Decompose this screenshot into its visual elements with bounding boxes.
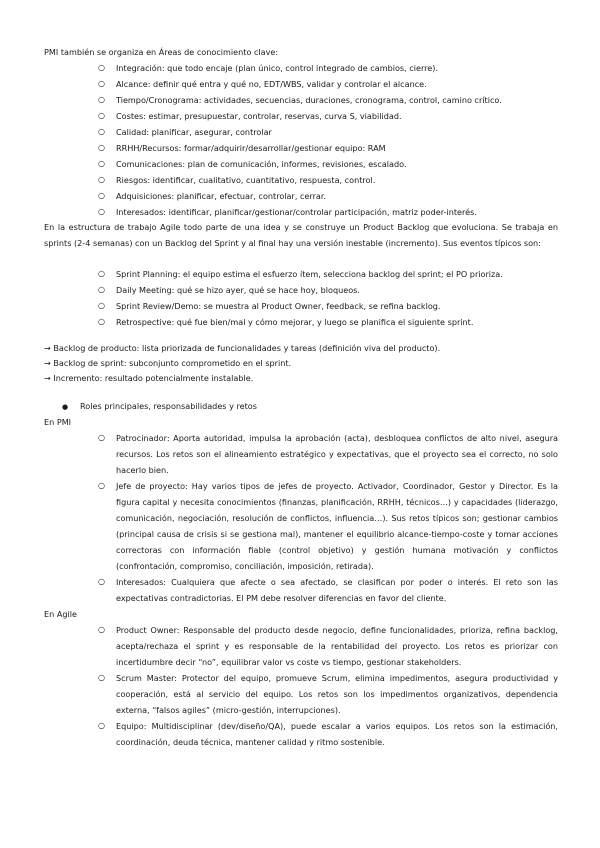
circle-bullet-icon: ○ <box>98 207 105 216</box>
circle-bullet-icon: ○ <box>98 159 105 168</box>
agile-roles-list <box>98 622 558 750</box>
pmi-heading: En PMI <box>44 417 72 427</box>
list-item: ○ RRHH/Recursos: formar/adquirir/desarrollar/gestionar equipo: RAM <box>98 140 558 156</box>
agile-paragraph: En la estructura de trabajo Agile todo parte de una idea y se construye un Product Backlog que evoluciona. Se trabaja en sprints (2-4 semanas) con un Backlog del Sprint y al final hay una versión inestable (incremento). Sus eventos típicos son: <box>44 222 558 248</box>
list-item: ○ Costes: estimar, presupuestar, controlar, reservas, curva S, viabilidad. <box>98 108 558 124</box>
list-item: ○ Tiempo/Cronograma: actividades, secuencias, duraciones, cronograma, control, camino crítico. <box>98 92 558 108</box>
circle-bullet-icon: ○ <box>98 143 105 152</box>
disc-bullet-icon: ● <box>62 403 69 411</box>
list-item: ○ Adquisiciones: planificar, efectuar, controlar, cerrar. <box>98 188 558 204</box>
circle-bullet-icon: ○ <box>98 577 105 586</box>
circle-bullet-icon: ○ <box>98 269 105 278</box>
circle-bullet-icon: ○ <box>98 433 105 442</box>
circle-bullet-icon: ○ <box>98 721 105 730</box>
circle-bullet-icon: ○ <box>98 127 105 136</box>
list-item: ○ Daily Meeting: qué se hizo ayer, qué se hace hoy, bloqueos. <box>98 282 558 298</box>
knowledge-areas-list <box>98 60 558 220</box>
circle-bullet-icon: ○ <box>98 175 105 184</box>
roles-heading: ● Roles principales, responsabilidades y retos <box>62 398 257 415</box>
list-item: ○ Interesados: identificar, planificar/gestionar/controlar participación, matriz poder-interés. <box>98 204 558 220</box>
list-item: ○ Integración: que todo encaje (plan único, control integrado de cambios, cierre). <box>98 60 558 76</box>
list-item: ○ Sprint Review/Demo: se muestra al Product Owner, feedback, se refina backlog. <box>98 298 558 314</box>
list-item: ○ Jefe de proyecto: Hay varios tipos de jefes de proyecto. Activador, Coordinador, Gestor y Director. Es la figura capital y necesita conocimientos (finanzas, planificación, RRHH, técnicos…) y capacidades (liderazgo, comunicación, negociación, resolución de conflictos, influencia…). Sus retos típicos son; gestionar cambios (principal causa de crisis si se gestiona mal), mantener el equilibrio alcance-tiempo-coste y tomar acciones correctoras con información fiable (control objetivo) y gestión humana motivación y conflictos (confrontación, compromiso, conciliación, imposición, retirada). <box>98 478 558 574</box>
list-item: ○ Product Owner: Responsable del producto desde negocio, define funcionalidades, prioriza, refina backlog, acepta/rechaza el sprint y es responsable de la rentabilidad del proyecto. Los retos es priorizar con incertidumbre decir “no”, equilibrar valor vs coste vs tiempo, gestionar stakeholders. <box>98 622 558 670</box>
list-item: ○ Retrospective: qué fue bien/mal y cómo mejorar, y luego se planifica el siguiente sprint. <box>98 314 558 330</box>
circle-bullet-icon: ○ <box>98 95 105 104</box>
list-item: ○ Sprint Planning: el equipo estima el esfuerzo ítem, selecciona backlog del sprint; el PO prioriza. <box>98 266 558 282</box>
list-item: ○ Scrum Master: Protector del equipo, promueve Scrum, elimina impedimentos, asegura productividad y cooperación, está al servicio del equipo. Los retos son los impedimentos organizativos, dependencia externa, “falsos agiles” (micro-gestión, interrupciones). <box>98 670 558 718</box>
pmi-roles-list <box>98 430 558 606</box>
list-item: ○ Patrocinador: Aporta autoridad, impulsa la aprobación (acta), desbloquea conflictos de alto nivel, asegura recursos. Los retos son el alineamiento estratégico y expectativas, que el proyecto sea el correcto, no solo hacerlo bien. <box>98 430 558 478</box>
circle-bullet-icon: ○ <box>98 301 105 310</box>
artifact-sprint-backlog: → Backlog de sprint: subconjunto comprometido en el sprint. <box>44 358 292 368</box>
list-item: ○ Calidad: planificar, asegurar, controlar <box>98 124 558 140</box>
list-item: ○ Interesados: Cualquiera que afecte o sea afectado, se clasifican por poder o interés. El reto son las expectativas contradictorias. El PM debe resolver diferencias en favor del cliente. <box>98 574 558 606</box>
circle-bullet-icon: ○ <box>98 285 105 294</box>
list-item: ○ Equipo: Multidisciplinar (dev/diseño/QA), puede escalar a varios equipos. Los retos son la estimación, coordinación, deuda técnica, mantener calidad y ritmo sostenible. <box>98 718 558 750</box>
circle-bullet-icon: ○ <box>98 191 105 200</box>
artifact-increment: → Incremento: resultado potencialmente instalable. <box>44 373 254 383</box>
circle-bullet-icon: ○ <box>98 317 105 326</box>
circle-bullet-icon: ○ <box>98 625 105 634</box>
circle-bullet-icon: ○ <box>98 673 105 682</box>
circle-bullet-icon: ○ <box>98 111 105 120</box>
circle-bullet-icon: ○ <box>98 63 105 72</box>
agile-heading: En Agile <box>44 609 77 619</box>
list-item: ○ Alcance: definir qué entra y qué no, EDT/WBS, validar y controlar el alcance. <box>98 76 558 92</box>
list-item: ○ Riesgos: identificar, cualitativo, cuantitativo, respuesta, control. <box>98 172 558 188</box>
list-item: ○ Comunicaciones: plan de comunicación, informes, revisiones, escalado. <box>98 156 558 172</box>
circle-bullet-icon: ○ <box>98 481 105 490</box>
circle-bullet-icon: ○ <box>98 79 105 88</box>
knowledge-areas-intro: PMI también se organiza en Áreas de conocimiento clave: <box>44 47 279 57</box>
artifact-product-backlog: → Backlog de producto: lista priorizada de funcionalidades y tareas (definición viva del producto). <box>44 343 441 353</box>
agile-events-list <box>98 266 558 330</box>
